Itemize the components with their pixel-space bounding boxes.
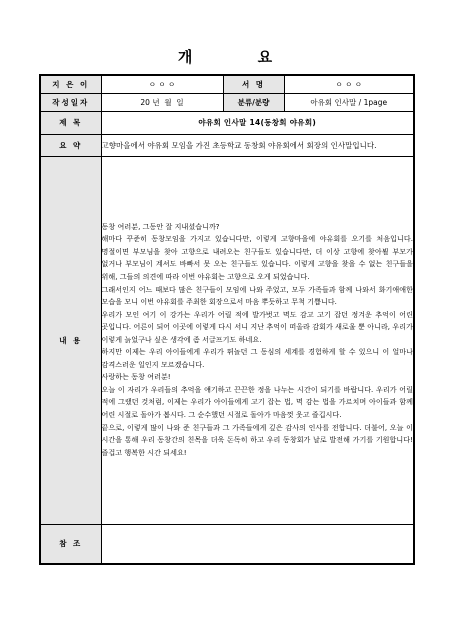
- content-paragraph: 사랑하는 동창 여러분!: [101, 372, 171, 382]
- subject-value[interactable]: 야유회 인사말 14(동창회 야유회): [101, 111, 414, 134]
- author-value[interactable]: ㅇ ㅇ ㅇ: [101, 75, 223, 93]
- category-label: 분류/분량: [223, 93, 284, 111]
- author-label: 지 은 이: [40, 75, 101, 93]
- subject-row: [40, 111, 414, 134]
- subject-label: 제 목: [40, 111, 101, 134]
- signature-label: 서 명: [223, 75, 284, 93]
- content-paragraph: 하지만 이제는 우리 아이들에게 우리가 뛰놀던 그 동심의 세계를 경험하게 할 수 있으니 이 얼마나 감격스러운 일인지 모르겠습니다.: [101, 347, 413, 369]
- date-value[interactable]: 20 년 월 일: [101, 93, 223, 111]
- signature-value[interactable]: ㅇ ㅇ ㅇ: [284, 75, 414, 93]
- summary-label: 요 약: [40, 134, 101, 156]
- content-body[interactable]: [101, 156, 414, 524]
- document-form-table: [39, 74, 415, 565]
- date-row: [40, 93, 414, 111]
- content-paragraph: 해마다 꾸준히 동창모임을 가지고 있습니다만, 이렇게 고향마을에 야유회를 오기를 처음입니다. 명절이면 부모님을 찾아 고향으로 내려오는 친구들도 있습니다만, 더 이상 고향에 찾아뵐 부모가 없거나 부모님이 계셔도 바빠서 못 오는 친구들도 있습니다. 이렇게 고향을 찾을 수 없는 친구들을 위해, 그들의 의견에 따라 이번 야유회는 고향으로 오게 되었습니다.: [101, 234, 413, 281]
- content-paragraph: 그래서인지 어느 때보다 많은 친구들이 모임에 나와 주었고, 모두 가족들과 함께 나와서 화기애애한 모습을 모니 이번 야유회를 주최한 회장으로서 마음 뿌듯하고 무척 기쁩니다.: [101, 284, 413, 307]
- content-paragraph: 끝으로, 이렇게 많이 나와 준 친구들과 그 가족들에게 깊은 감사의 인사를 전합니다. 더불어, 오늘 이 시간을 통해 우리 동창간의 친목을 더욱 돈독히 하고 우리 동창회가 날로 발전해 가기를 기원합니다! 즐겁고 행복한 시간 되세요!: [101, 422, 413, 457]
- date-label: 작성일자: [40, 93, 101, 111]
- reference-row: [40, 524, 414, 564]
- content-paragraph: 오늘 이 자리가 우리들의 추억을 얘기하고 끈끈한 정을 나누는 시간이 되기를 바랍니다. 우리가 어릴 적에 그랬던 것처럼, 이제는 우리가 아이들에게 고기 잡는 법, 멱 감는 법을 가르치며 아이들과 함께 어린 시절로 돌아가 봅시다. 그 순수했던 시절로 돌아가 마음껏 웃고 즐깁시다.: [101, 384, 413, 419]
- summary-value[interactable]: 고향마을에서 야유회 모임을 가진 초등학교 동창회 야유회에서 회장의 인사말입니다.: [101, 134, 414, 156]
- content-row: [40, 156, 414, 524]
- category-value[interactable]: 아유회 인사말 / 1page: [284, 93, 414, 111]
- reference-label: 참 조: [40, 524, 101, 564]
- content-label: 내 용: [40, 156, 101, 524]
- author-row: [40, 75, 414, 93]
- content-paragraph: 우리가 모인 여기 이 강가는 우리가 어릴 적에 발가벗고 멱도 감고 고기 잡던 정겨운 추억이 어린 곳입니다. 어른이 되어 이곳에 이렇게 다시 서니 지난 추억이 떠올라 감회가 새로울 뿐 아니라, 우리가 이렇게 늙었구나 싶은 생각에 좀 서글프기도 하네요.: [101, 309, 413, 344]
- summary-row: [40, 134, 414, 156]
- content-paragraph: 동창 여러분, 그동안 잘 지내셨습니까?: [101, 221, 220, 231]
- content-text: [102, 221, 414, 459]
- document-title: 개 요: [177, 48, 303, 66]
- reference-value[interactable]: [101, 524, 414, 564]
